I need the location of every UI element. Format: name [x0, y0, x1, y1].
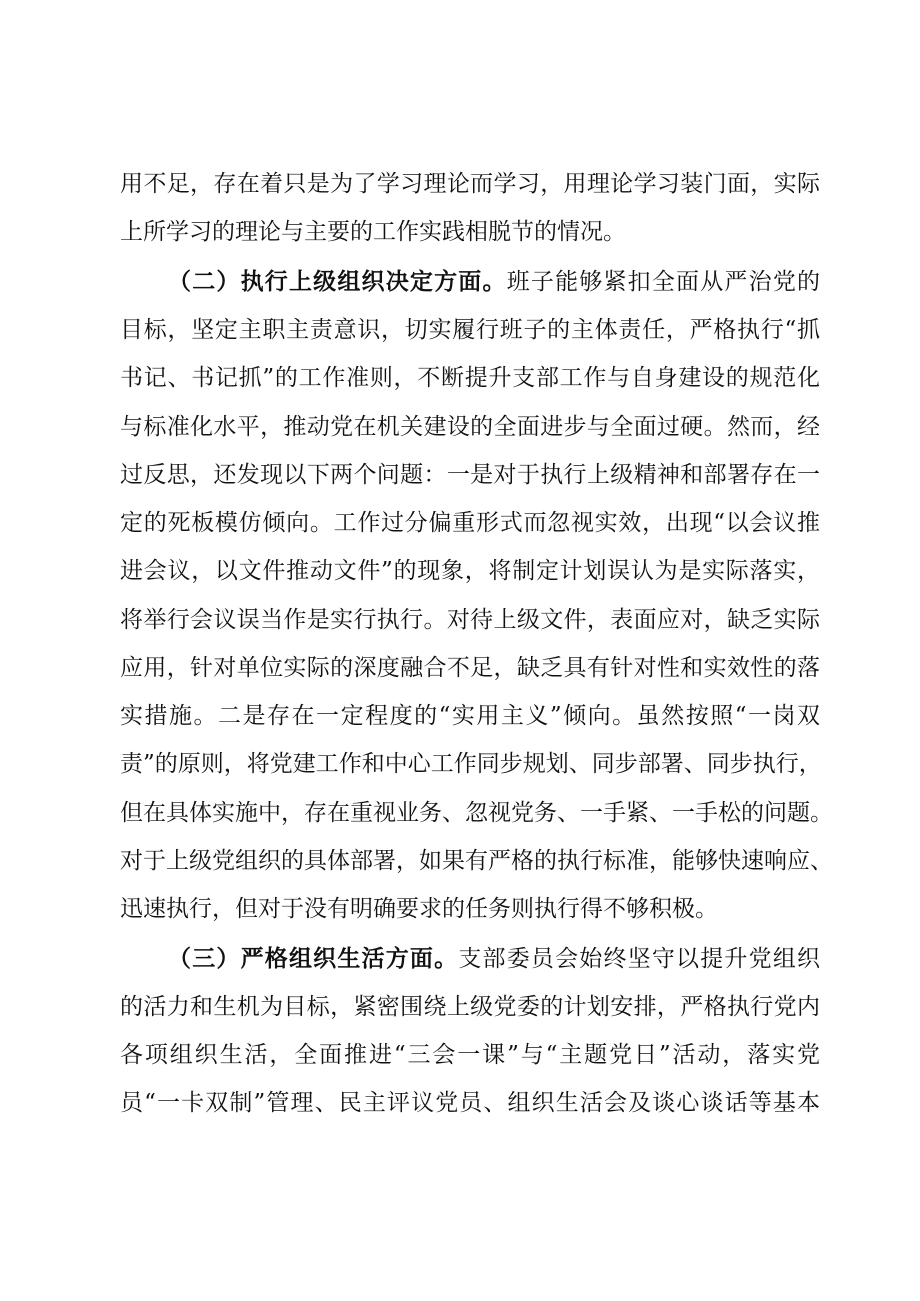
text-line: 的活力和生机为目标，紧密围绕上级党委的计划安排，严格执行党内 [120, 994, 820, 1020]
text-line: 定的死板模仿倾向。工作过分偏重形式而忽视实效，出现“以会议推 [120, 510, 820, 536]
text-line: 员“一卡双制”管理、民主评议党员、组织生活会及谈心谈话等基本 [120, 1090, 820, 1116]
text-line: 各项组织生活，全面推进“三会一课”与“主题党日”活动，落实党 [120, 1042, 820, 1068]
section-heading: （二）执行上级组织决定方面。 [168, 269, 507, 295]
text-span: 支部委员会始终坚守以提升党组织 [458, 946, 821, 972]
text-line: 将举行会议误当作是实行执行。对待上级文件，表面应对，缺乏实际 [120, 607, 820, 633]
text-line: 迅速执行，但对于没有明确要求的任务则执行得不够积极。 [120, 896, 718, 922]
text-line: 用不足，存在着只是为了学习理论而学习，用理论学习装门面，实际 [120, 171, 820, 197]
text-line: 但在具体实施中，存在重视业务、忽视党务、一手紧、一手松的问题。 [120, 800, 833, 826]
text-line: 目标，坚定主职主责意识，切实履行班子的主体责任，严格执行“抓 [120, 317, 820, 343]
text-line: 上所学习的理论与主要的工作实践相脱节的情况。 [120, 219, 626, 245]
text-line: 应用，针对单位实际的深度融合不足，缺乏具有针对性和实效性的落 [120, 655, 820, 681]
text-span: 班子能够紧扣全面从严治党的 [506, 269, 821, 295]
paragraph-first-line [168, 258, 820, 306]
paragraph-first-line [168, 935, 820, 983]
text-line: 实措施。二是存在一定程度的“实用主义”倾向。虽然按照“一岗双 [120, 703, 820, 729]
text-line: 对于上级党组织的具体部署，如果有严格的执行标准，能够快速响应、 [120, 848, 833, 874]
text-line: 责”的原则，将党建工作和中心工作同步规划、同步部署、同步执行， [120, 751, 822, 777]
text-line: 进会议，以文件推动文件”的现象，将制定计划误认为是实际落实， [120, 558, 820, 584]
section-heading: （三）严格组织生活方面。 [168, 946, 459, 972]
text-line: 书记、书记抓”的工作准则，不断提升支部工作与自身建设的规范化 [120, 365, 820, 391]
text-line: 过反思，还发现以下两个问题：一是对于执行上级精神和部署存在一 [120, 462, 820, 488]
text-line: 与标准化水平，推动党在机关建设的全面进步与全面过硬。然而，经 [120, 414, 820, 440]
